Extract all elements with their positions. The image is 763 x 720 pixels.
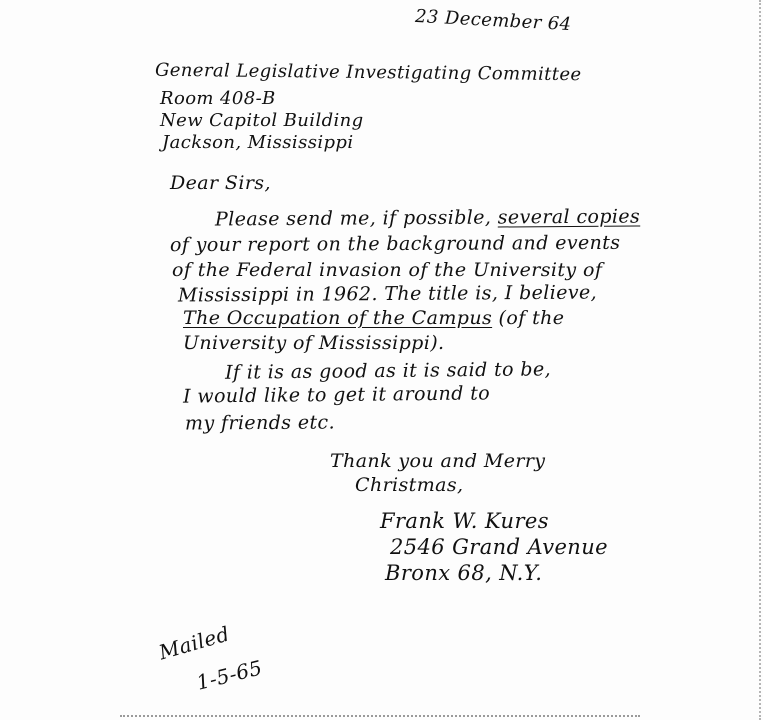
salutation: Dear Sirs, (170, 172, 271, 194)
body-line-5-text: (of the (492, 307, 565, 329)
address-line-2: Room 408-B (160, 88, 276, 109)
body-line-4: Mississippi in 1962. The title is, I believe, (177, 281, 598, 307)
body-line-2: of your report on the background and events (169, 231, 621, 257)
mailed-notation: Mailed (156, 621, 233, 665)
closing-line-1: Thank you and Merry (330, 450, 546, 472)
body-line-8: I would like to get it around to (182, 382, 491, 408)
signature-street: 2546 Grand Avenue (390, 535, 608, 559)
body-line-7: If it is as good as it is said to be, (224, 358, 552, 384)
body-line-3: of the Federal invasion of the University of (172, 259, 603, 281)
page-edge-bottom (120, 715, 640, 717)
closing-line-2: Christmas, (355, 474, 464, 496)
address-line-4: Jackson, Mississippi (162, 132, 354, 153)
body-line-9: my friends etc. (184, 411, 336, 435)
signature-name: Frank W. Kures (380, 509, 549, 533)
body-line-1-text: Please send me, if possible, (214, 206, 498, 231)
body-line-1-underlined: several copies (497, 205, 641, 229)
body-line-1 (215, 206, 640, 231)
report-title-underlined: The Occupation of the Campus (183, 307, 493, 329)
body-line-6: University of Mississippi). (183, 332, 445, 354)
address-line-3: New Capitol Building (160, 110, 364, 131)
mailed-date: 1-5-65 (194, 655, 265, 695)
address-line-1: General Legislative Investigating Committee (154, 59, 582, 86)
body-line-5 (183, 307, 564, 329)
page-edge-right (759, 0, 761, 720)
signature-city: Bronx 68, N.Y. (385, 561, 543, 585)
letter-date: 23 December 64 (414, 5, 572, 36)
